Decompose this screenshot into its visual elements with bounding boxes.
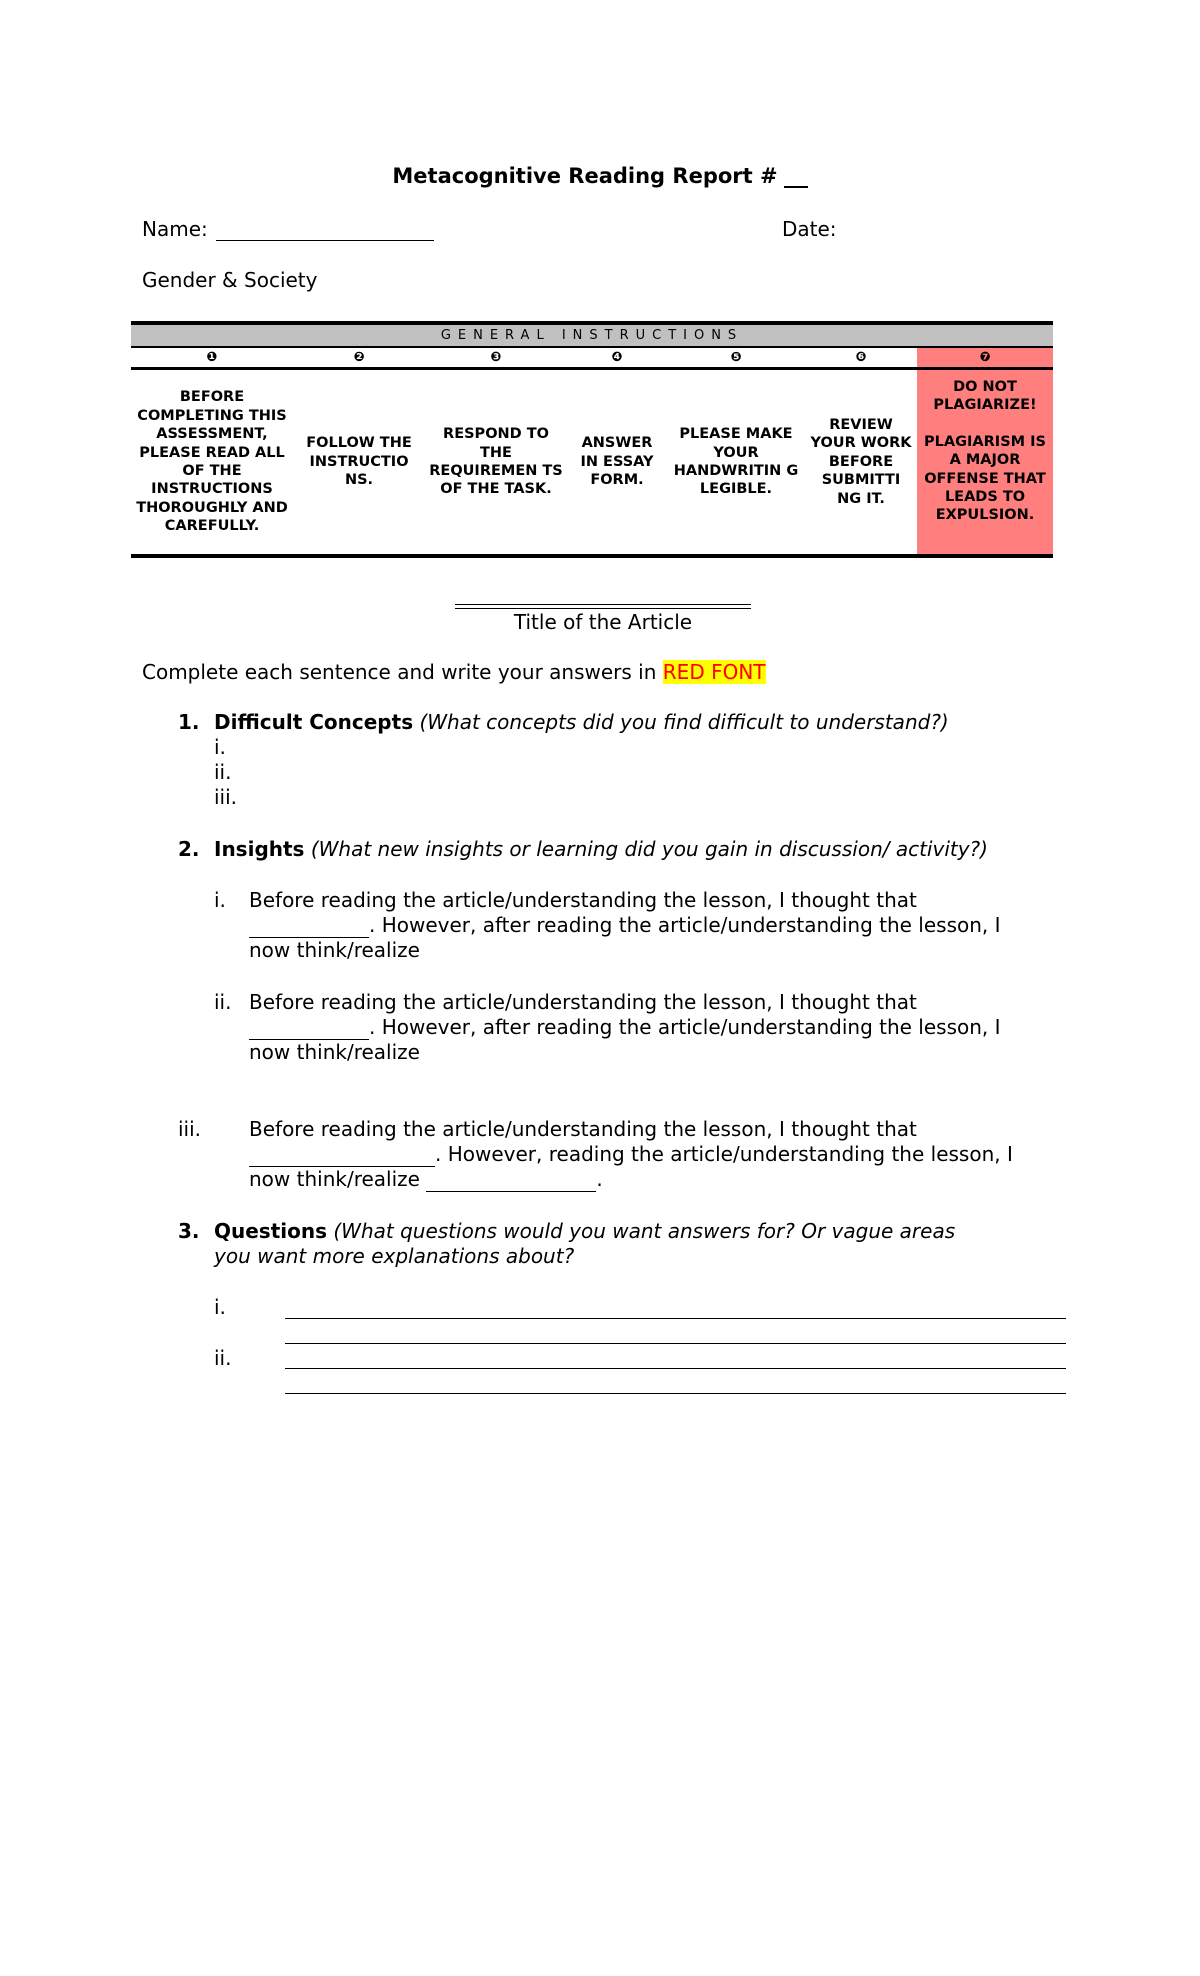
answer-line[interactable] (285, 1318, 1066, 1319)
list-item: ii. (214, 760, 232, 784)
complete-instruction (142, 660, 766, 684)
course-name: Gender & Society (142, 268, 318, 292)
plagiarism-warning (917, 370, 1053, 554)
insight-item: Before reading the article/understanding the lesson, I thought that . However, after reading the article/understanding the lesson, I now think/realize (249, 888, 1001, 962)
instruction-text: REVIEW YOUR WORK BEFORE SUBMITTI NG IT. (810, 416, 912, 507)
section-prompt: you want more explanations about? (214, 1244, 575, 1268)
instructions-table (131, 321, 1053, 558)
warning-line-2: PLAGIARISM IS A MAJOR OFFENSE THAT LEADS TO EXPULSION. (924, 433, 1046, 524)
section-heading: Insights (214, 837, 305, 861)
list-item: i. (214, 735, 226, 759)
report-number-blank[interactable] (784, 166, 808, 188)
section-number: 3. (178, 1219, 200, 1243)
page-title (0, 164, 1200, 188)
instruction-numbers-row (131, 348, 1053, 367)
article-title-blank[interactable] (455, 604, 751, 609)
instruction-text: RESPOND TO THE REQUIREMEN TS OF THE TASK. (429, 426, 563, 498)
article-title: Title of the Article (513, 610, 693, 634)
answer-blank[interactable] (249, 917, 369, 938)
section-difficult-concepts (214, 710, 949, 735)
section-prompt: (What concepts did you find difficult to understand?) (419, 710, 949, 734)
instruction-texts-row (131, 370, 1053, 554)
red-font-highlight: RED FONT (662, 660, 766, 684)
instruction-text: BEFORE COMPLETING THIS ASSESSMENT, PLEASE READ ALL OF THE INSTRUCTIONS THOROUGHLY AND CAREFULLY. (136, 389, 288, 535)
section-insights (214, 837, 988, 862)
insight-item: Before reading the article/understanding the lesson, I thought that . However, reading the article/understanding the lesson, I now think/realize . (249, 1117, 1013, 1191)
answer-line[interactable] (285, 1343, 1066, 1344)
section-heading: Difficult Concepts (214, 710, 414, 734)
section-prompt: (What questions would you want answers for? Or vague areas (333, 1219, 956, 1243)
warning-line-1: DO NOT PLAGIARIZE! (933, 379, 1037, 414)
insight-item: Before reading the article/understanding the lesson, I thought that . However, after reading the article/understanding the lesson, I now think/realize (249, 990, 1001, 1064)
question-label: i. (214, 1295, 226, 1319)
instruction-number: ❶ (206, 350, 218, 365)
answer-blank[interactable] (249, 1146, 435, 1167)
instruction-number: ❻ (855, 350, 867, 365)
section-prompt: (What new insights or learning did you gain in discussion/ activity?) (310, 837, 988, 861)
name-field (142, 217, 434, 241)
insight-label: ii. (214, 990, 232, 1014)
answer-blank[interactable] (249, 1019, 369, 1040)
instructions-header: GENERAL INSTRUCTIONS (131, 325, 1053, 346)
question-label: ii. (214, 1346, 232, 1370)
name-label: Name: (142, 217, 208, 241)
answer-line[interactable] (285, 1393, 1066, 1394)
list-item: iii. (214, 785, 238, 809)
answer-blank[interactable] (426, 1171, 596, 1192)
instruction-text: FOLLOW THE INSTRUCTIO NS. (306, 435, 412, 489)
section-number: 1. (178, 710, 200, 734)
insight-label: iii. (178, 1117, 202, 1141)
name-blank[interactable] (216, 218, 434, 241)
section-heading: Questions (214, 1219, 328, 1243)
instruction-text: ANSWER IN ESSAY FORM. (580, 435, 654, 489)
instruction-number: ❸ (490, 350, 502, 365)
instruction-text: Complete each sentence and write your answers in (142, 660, 657, 684)
instruction-number: ❺ (730, 350, 742, 365)
section-number: 2. (178, 837, 200, 861)
instruction-number: ❼ (917, 348, 1053, 367)
answer-line[interactable] (285, 1368, 1066, 1369)
title-text: Metacognitive Reading Report # (392, 164, 778, 188)
insight-label: i. (214, 888, 226, 912)
instruction-number: ❷ (353, 350, 365, 365)
table-bottom-border (131, 554, 1053, 558)
instruction-text: PLEASE MAKE YOUR HANDWRITIN G LEGIBLE. (673, 426, 799, 498)
section-questions (214, 1219, 955, 1269)
date-label: Date: (782, 217, 837, 241)
instruction-number: ❹ (611, 350, 623, 365)
